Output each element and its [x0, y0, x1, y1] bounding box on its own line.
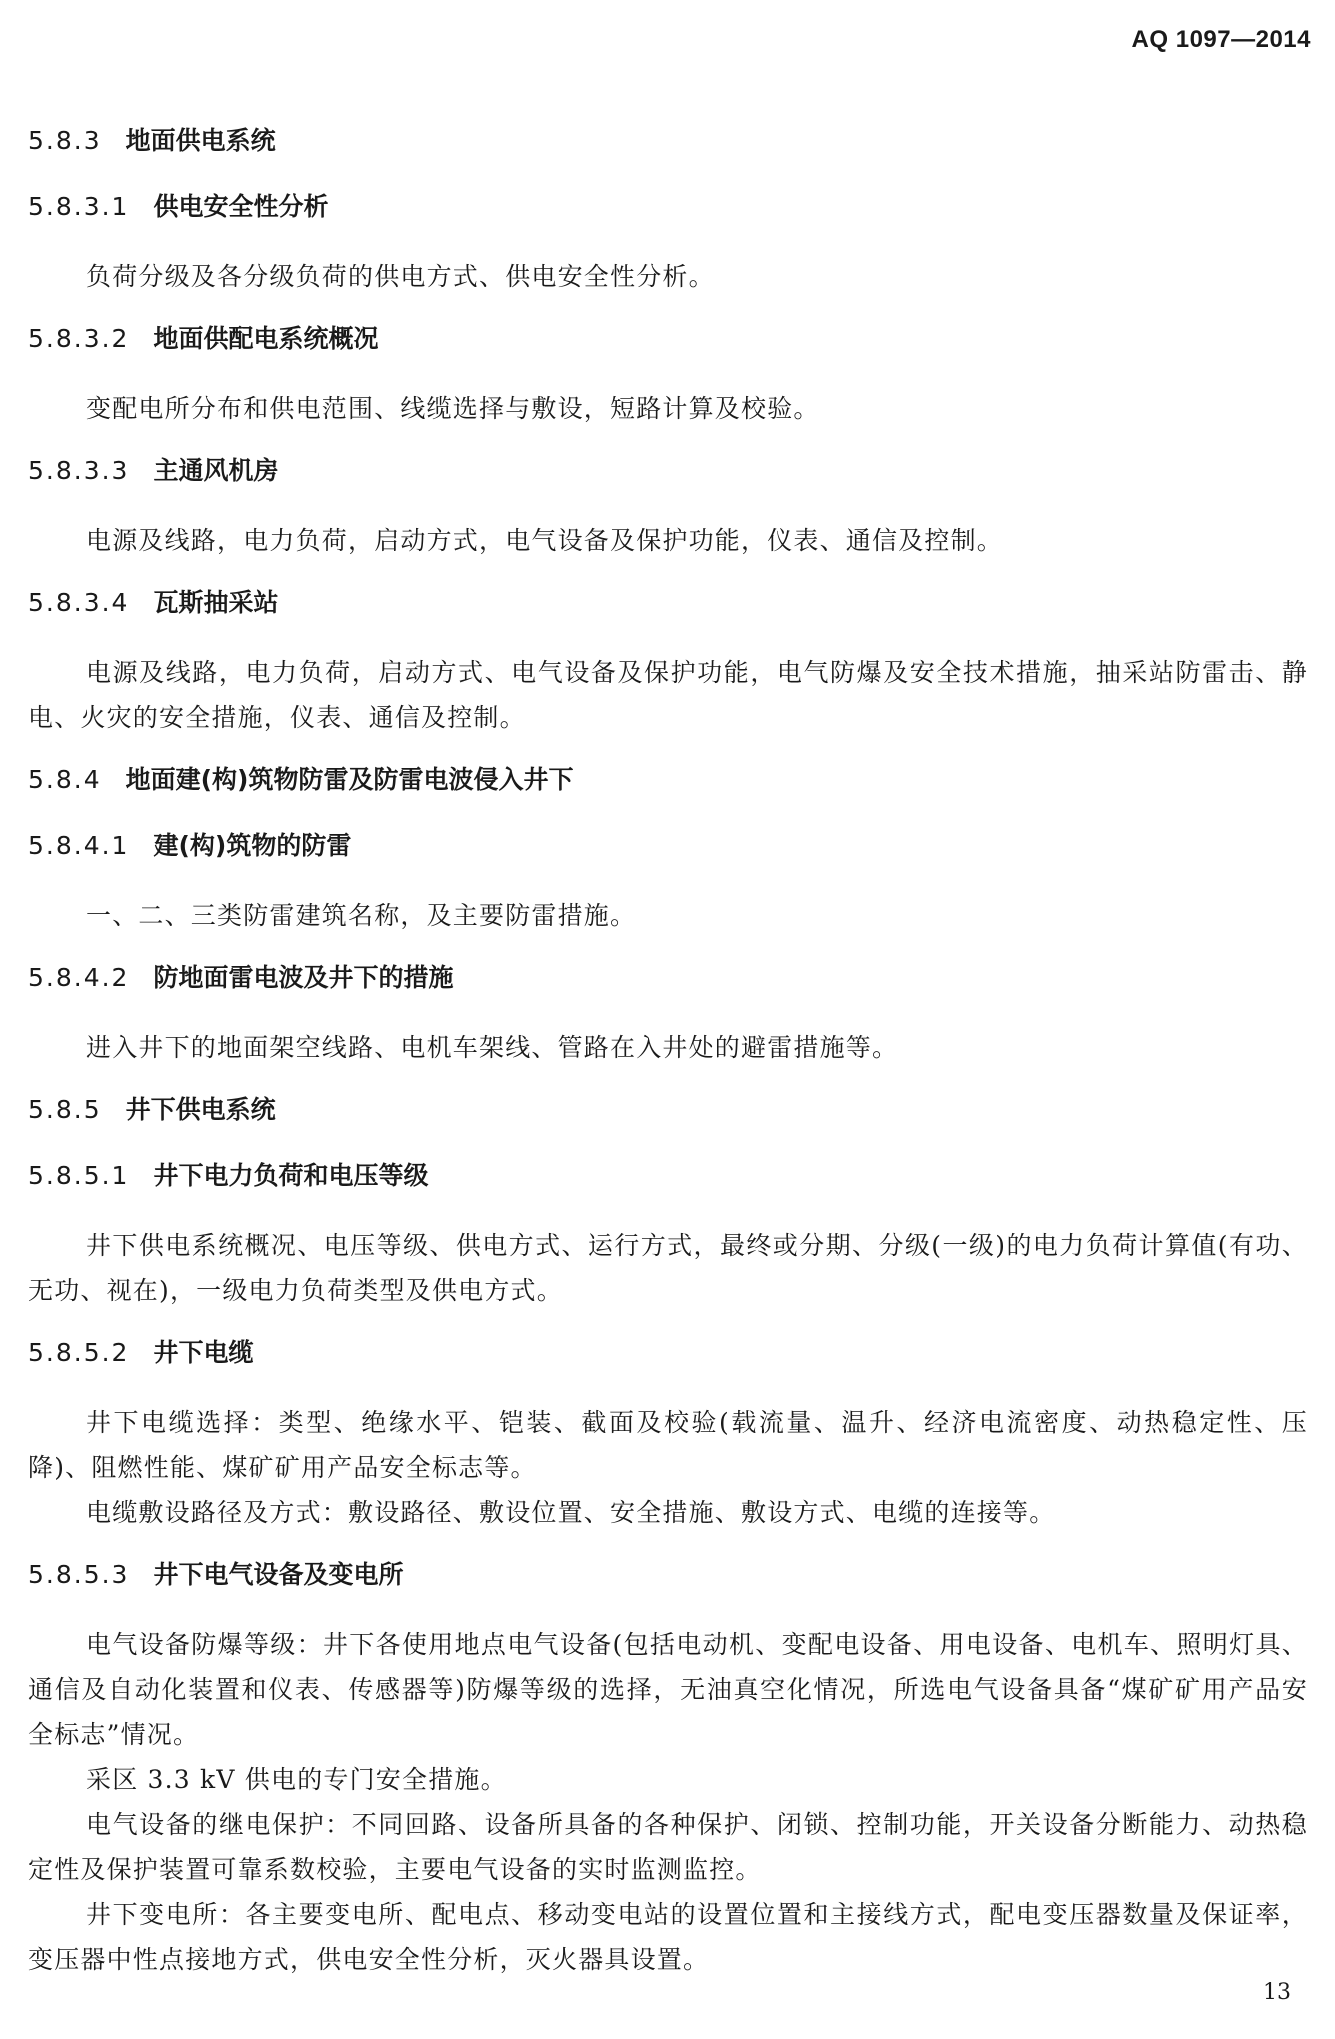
section-number: 5.8.4.2	[28, 963, 130, 992]
section-heading	[28, 761, 1308, 827]
section-title: 井下电气设备及变电所	[153, 1560, 404, 1589]
paragraph-block	[28, 1025, 1308, 1070]
paragraph-block	[28, 1400, 1308, 1535]
paragraph-block	[28, 893, 1308, 938]
paragraph: 电源及线路，电力负荷，启动方式、电气设备及保护功能，电气防爆及安全技术措施，抽采站防雷击、静电、火灾的安全措施，仪表、通信及控制。	[28, 658, 1308, 732]
paragraph: 一、二、三类防雷建筑名称，及主要防雷措施。	[86, 901, 637, 930]
section-heading	[28, 188, 1308, 254]
section-heading	[28, 1556, 1308, 1622]
paragraph-block	[28, 1622, 1308, 1982]
section-number: 5.8.3.3	[28, 456, 130, 485]
section-title: 地面供电系统	[125, 126, 276, 155]
paragraph: 电源及线路，电力负荷，启动方式，电气设备及保护功能，仪表、通信及控制。	[86, 526, 1004, 555]
section-title: 建(构)筑物的防雷	[153, 831, 352, 860]
section-heading	[28, 452, 1308, 518]
paragraph-block	[28, 650, 1308, 740]
section-title: 井下电力负荷和电压等级	[153, 1161, 429, 1190]
section-title: 地面建(构)筑物防雷及防雷电波侵入井下	[125, 765, 574, 794]
paragraph: 井下变电所：各主要变电所、配电点、移动变电站的设置位置和主接线方式，配电变压器数量及保证率，变压器中性点接地方式，供电安全性分析，灭火器具设置。	[28, 1900, 1308, 1974]
paragraph-block	[28, 254, 1308, 299]
section-number: 5.8.4.1	[28, 831, 130, 860]
standard-code: AQ 1097—2014	[1131, 26, 1311, 53]
paragraph-block	[28, 1223, 1308, 1313]
section-title: 主通风机房	[153, 456, 279, 485]
paragraph: 电缆敷设路径及方式：敷设路径、敷设位置、安全措施、敷设方式、电缆的连接等。	[86, 1498, 1056, 1527]
paragraph-block	[28, 386, 1308, 431]
section-title: 瓦斯抽采站	[153, 588, 279, 617]
section-heading	[28, 1091, 1308, 1157]
section-number: 5.8.4	[28, 765, 102, 794]
paragraph: 变配电所分布和供电范围、线缆选择与敷设，短路计算及校验。	[86, 394, 820, 423]
section-number: 5.8.3	[28, 126, 102, 155]
section-title: 井下电缆	[153, 1338, 254, 1367]
document-body	[28, 122, 1308, 2003]
paragraph: 井下供电系统概况、电压等级、供电方式、运行方式，最终或分期、分级(一级)的电力负荷计算值(有功、无功、视在)，一级电力负荷类型及供电方式。	[28, 1231, 1308, 1305]
section-heading	[28, 959, 1308, 1025]
section-heading	[28, 122, 1308, 188]
section-heading	[28, 827, 1308, 893]
paragraph: 采区 3.3 kV 供电的专门安全措施。	[86, 1765, 507, 1794]
section-heading	[28, 320, 1308, 386]
section-number: 5.8.3.4	[28, 588, 130, 617]
paragraph-block	[28, 518, 1308, 563]
section-heading	[28, 1157, 1308, 1223]
paragraph: 电气设备防爆等级：井下各使用地点电气设备(包括电动机、变配电设备、用电设备、电机车、照明灯具、通信及自动化装置和仪表、传感器等)防爆等级的选择，无油真空化情况，所选电气设备具备“煤矿矿用产品安全标志”情况。	[28, 1630, 1308, 1749]
section-number: 5.8.3.2	[28, 324, 130, 353]
section-title: 供电安全性分析	[153, 192, 329, 221]
page-number: 13	[1263, 1980, 1291, 2005]
section-title: 井下供电系统	[125, 1095, 276, 1124]
paragraph: 进入井下的地面架空线路、电机车架线、管路在入井处的避雷措施等。	[86, 1033, 899, 1062]
section-number: 5.8.5.3	[28, 1560, 130, 1589]
section-title: 地面供配电系统概况	[153, 324, 379, 353]
section-title: 防地面雷电波及井下的措施	[153, 963, 454, 992]
section-number: 5.8.5	[28, 1095, 102, 1124]
paragraph: 电气设备的继电保护：不同回路、设备所具备的各种保护、闭锁、控制功能，开关设备分断能力、动热稳定性及保护装置可靠系数校验，主要电气设备的实时监测监控。	[28, 1810, 1308, 1884]
section-number: 5.8.3.1	[28, 192, 130, 221]
section-heading	[28, 1334, 1308, 1400]
paragraph: 井下电缆选择：类型、绝缘水平、铠装、截面及校验(载流量、温升、经济电流密度、动热稳定性、压降)、阻燃性能、煤矿矿用产品安全标志等。	[28, 1408, 1308, 1482]
paragraph: 负荷分级及各分级负荷的供电方式、供电安全性分析。	[86, 262, 715, 291]
section-number: 5.8.5.1	[28, 1161, 130, 1190]
section-heading	[28, 584, 1308, 650]
section-number: 5.8.5.2	[28, 1338, 130, 1367]
